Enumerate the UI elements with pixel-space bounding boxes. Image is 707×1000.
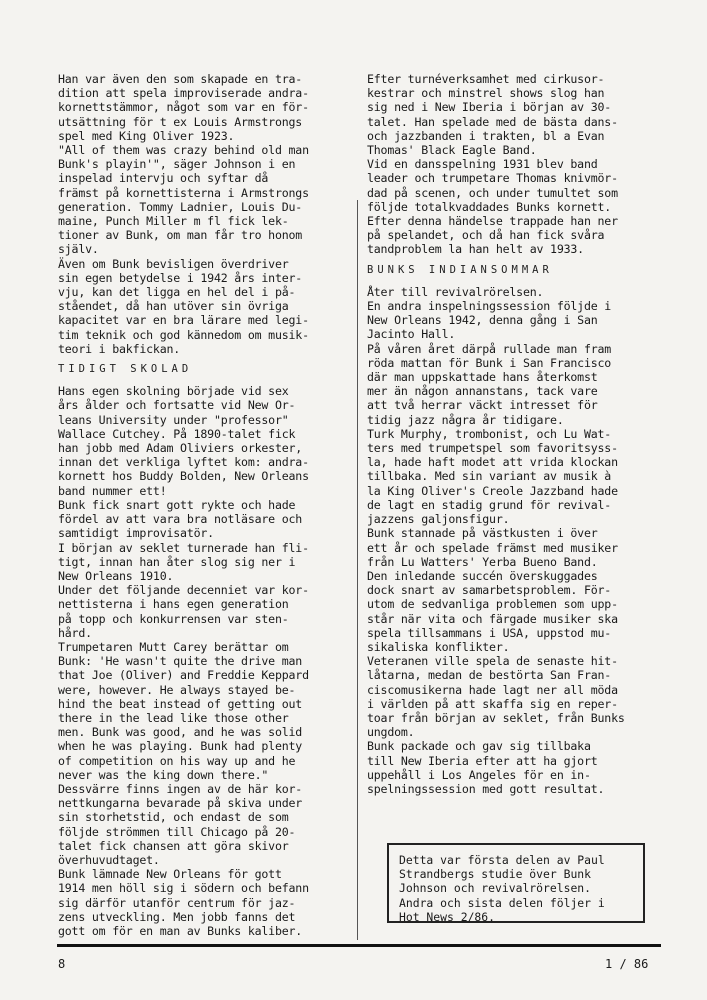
- text-line: där man uppskattade hans återkomst: [367, 370, 598, 385]
- text-line: ters med trumpetspel som favoritsyss-: [367, 441, 618, 456]
- text-line: spela tillsammans i USA, uppstod mu-: [367, 625, 612, 640]
- box-text-line: Detta var första delen av Paul: [399, 853, 605, 867]
- text-line: hind the beat instead of getting out: [58, 696, 303, 711]
- text-line: Efter turnéverksamhet med cirkusor-: [367, 72, 605, 86]
- text-line: vju, kan det ligga en hel del i på-: [58, 285, 296, 300]
- text-line: Åter till revivalrörelsen.: [367, 284, 544, 299]
- text-line: tioner av Bunk, om man får tro honom: [58, 228, 303, 243]
- text-line: gott om för en man av Bunks kaliber.: [58, 923, 303, 938]
- text-line: teori i bakfickan.: [58, 341, 181, 356]
- text-line: Bunk: 'He wasn't quite the drive man: [58, 654, 303, 669]
- text-line: nettisterna i hans egen generation: [58, 597, 289, 612]
- text-line: Wallace Cutchey. På 1890-talet fick: [58, 426, 296, 441]
- text-line: utom de sedvanliga problemen som upp-: [367, 597, 618, 612]
- text-line: generation. Tommy Ladnier, Louis Du-: [58, 199, 303, 214]
- text-line: were, however. He always stayed be-: [58, 682, 296, 697]
- box-text-line: Johnson och revivalrörelsen.: [399, 881, 592, 896]
- text-line: tigt, innan han åter slog sig ner i: [58, 554, 296, 569]
- text-line: följde totalkvaddades Bunks kornett.: [367, 199, 612, 214]
- text-line: Jacinto Hall.: [367, 327, 456, 342]
- text-line: New Orleans 1942, denna gång i San: [367, 313, 598, 328]
- text-line: ungdom.: [367, 725, 415, 740]
- box-text-line: Strandbergs studie över Bunk: [399, 867, 592, 882]
- text-line: Dessvärre finns ingen av de här kor-: [58, 781, 303, 796]
- page-number: 8: [58, 957, 66, 971]
- text-line: utsättning för t ex Louis Armstrongs: [58, 114, 303, 129]
- text-line: Vid en dansspelning 1931 blev band: [367, 157, 598, 172]
- text-line: dad på scenen, och under tumultet som: [367, 185, 618, 200]
- text-line: tim teknik och god kännedom om musik-: [58, 327, 309, 342]
- text-line: of competition on his way up and he: [58, 753, 296, 768]
- text-line: toar från början av seklet, från Bunks: [367, 710, 625, 725]
- text-line: Den inledande succén överskuggades: [367, 568, 598, 583]
- text-line: Efter denna händelse trappade han ner: [367, 214, 618, 229]
- text-line: själv.: [58, 242, 99, 257]
- text-line: på topp och konkurrensen var sten-: [58, 611, 289, 626]
- text-line: never was the king down there.": [58, 767, 269, 782]
- text-line: hård.: [58, 625, 92, 640]
- text-line: 1914 men höll sig i södern och befann: [58, 881, 309, 896]
- text-line: Bunk packade och gav sig tillbaka: [367, 739, 591, 754]
- text-line: there in the lead like those other: [58, 710, 289, 725]
- box-text-line: Andra och sista delen följer i: [399, 895, 605, 910]
- text-line: Bunk fick snart gott rykte och hade: [58, 497, 296, 512]
- text-line: I början av seklet turnerade han fli-: [58, 540, 309, 555]
- footer-rule: [57, 944, 661, 947]
- left-paragraph-2: [58, 384, 348, 938]
- text-line: Trumpetaren Mutt Carey berättar om: [58, 639, 289, 654]
- text-line: till New Iberia efter att ha gjort: [367, 753, 598, 768]
- text-line: de lagt en stadig grund för revival-: [367, 497, 612, 512]
- text-line: kestrar och minstrel shows slog han: [367, 86, 605, 101]
- text-line: band nummer ett!: [58, 483, 167, 498]
- text-line: Hans egen skolning började vid sex: [58, 384, 289, 399]
- text-line: kornettstämmor, något som var en för-: [58, 100, 309, 115]
- right-paragraph-2: [367, 285, 652, 796]
- text-line: dock snart av samarbetsproblem. För-: [367, 583, 612, 598]
- text-line: leans University under "professor": [58, 412, 289, 427]
- text-line: följde strömmen till Chicago på 20-: [58, 824, 296, 839]
- text-line: Även om Bunk bevisligen överdriver: [58, 256, 289, 271]
- text-line: främst på kornettisterna i Armstrongs: [58, 185, 309, 200]
- text-line: kapacitet var en bra lärare med legi-: [58, 313, 309, 328]
- left-paragraph-1: [58, 72, 348, 356]
- text-line: överhuvudtaget.: [58, 852, 160, 867]
- text-line: la, hade haft modet att vrida klockan: [367, 455, 618, 470]
- text-line: uppehåll i Los Angeles för en in-: [367, 767, 591, 782]
- text-line: Turk Murphy, trombonist, och Lu Wat-: [367, 426, 612, 441]
- text-line: Bunk lämnade New Orleans för gott: [58, 867, 282, 882]
- text-line: Han var även den som skapade en tra-: [58, 72, 303, 86]
- text-line: zens utveckling. Men jobb fanns det: [58, 909, 296, 924]
- text-line: sig ned i New Iberia i början av 30-: [367, 100, 612, 115]
- text-line: från Lu Watters' Yerba Bueno Band.: [367, 554, 598, 569]
- series-note-box: [387, 843, 645, 923]
- text-line: kornett hos Buddy Bolden, New Orleans: [58, 469, 309, 484]
- text-line: maine, Punch Miller m fl fick lek-: [58, 214, 289, 229]
- text-line: mer än någon annanstans, tack vare: [367, 384, 598, 399]
- text-line: innan det verkliga lyftet kom: andra-: [58, 455, 309, 470]
- text-line: dition att spela improviserade andra-: [58, 86, 309, 101]
- section-heading-bunks-indiansommar: BUNKS INDIANSOMMAR: [367, 263, 553, 276]
- section-heading-tidigt-skolad: TIDIGT SKOLAD: [58, 363, 193, 376]
- right-column: [367, 72, 652, 796]
- text-line: men. Bunk was good, and he was solid: [58, 725, 303, 740]
- text-line: ciscomusikerna hade lagt ner all möda: [367, 682, 618, 697]
- text-line: Bunk's playin'", säger Johnson i en: [58, 157, 296, 172]
- text-line: New Orleans 1910.: [58, 568, 174, 583]
- text-line: sin egen betydelse i 1942 års inter-: [58, 270, 303, 285]
- text-line: års ålder och fortsatte vid New Or-: [58, 398, 296, 413]
- text-line: står när vita och färgade musiker ska: [367, 611, 618, 626]
- text-line: tandproblem la han helt av 1933.: [367, 242, 584, 257]
- text-line: Veteranen ville spela de senaste hit-: [367, 654, 618, 669]
- text-line: Under det följande decenniet var kor-: [58, 583, 309, 598]
- text-line: Thomas' Black Eagle Band.: [367, 143, 537, 158]
- text-line: samtidigt improvisatör.: [58, 526, 214, 541]
- right-paragraph-1: [367, 72, 652, 257]
- left-column: [58, 72, 348, 938]
- text-line: jazzens galjonsfigur.: [367, 512, 510, 527]
- issue-number: 1 / 86: [605, 957, 649, 971]
- text-line: sin storhetstid, och endast de som: [58, 810, 289, 825]
- text-line: sig därför utanför centrum för jaz-: [58, 895, 296, 910]
- text-line: when he was playing. Bunk had plenty: [58, 739, 303, 754]
- text-line: fördel av att vara bra notläsare och: [58, 512, 303, 527]
- text-line: röda mattan för Bunk i San Francisco: [367, 355, 612, 370]
- text-line: På våren året därpå rullade man fram: [367, 341, 612, 356]
- text-line: nettkungarna bevarade på skiva under: [58, 796, 303, 811]
- text-line: leader och trumpetare Thomas knivmör-: [367, 171, 618, 186]
- text-line: En andra inspelningssession följde i: [367, 299, 612, 314]
- text-line: Bunk stannade på västkusten i över: [367, 526, 598, 541]
- text-line: la King Oliver's Creole Jazzband hade: [367, 483, 618, 498]
- text-line: tillbaka. Med sin variant av musik à: [367, 469, 612, 484]
- text-line: "All of them was crazy behind old man: [58, 143, 309, 158]
- text-line: that Joe (Oliver) and Freddie Keppard: [58, 668, 309, 683]
- text-line: talet fick chansen att göra skivor: [58, 838, 289, 853]
- text-line: och jazzbanden i trakten, bl a Evan: [367, 128, 605, 143]
- text-line: att två herrar väckt intresset för: [367, 398, 598, 413]
- column-divider: [357, 200, 358, 940]
- text-line: spel med King Oliver 1923.: [58, 128, 235, 143]
- text-line: inspelad intervju och syftar då: [58, 171, 269, 186]
- text-line: ett år och spelade främst med musiker: [367, 540, 618, 555]
- text-line: tidig jazz några år tidigare.: [367, 412, 564, 427]
- text-line: sikaliska konflikter.: [367, 639, 510, 654]
- box-text-line: Hot News 2/86.: [399, 909, 496, 924]
- text-line: på spelandet, och då han fick svåra: [367, 228, 605, 243]
- text-line: spelningssession med gott resultat.: [367, 781, 605, 796]
- text-line: i världen på att skaffa sig en reper-: [367, 696, 618, 711]
- text-line: ståendet, då han utöver sin övriga: [58, 299, 289, 314]
- text-line: talet. Han spelade med de bästa dans-: [367, 114, 618, 129]
- text-line: han jobb med Adam Oliviers orkester,: [58, 441, 303, 456]
- text-line: låtarna, medan de bestörta San Fran-: [367, 668, 612, 683]
